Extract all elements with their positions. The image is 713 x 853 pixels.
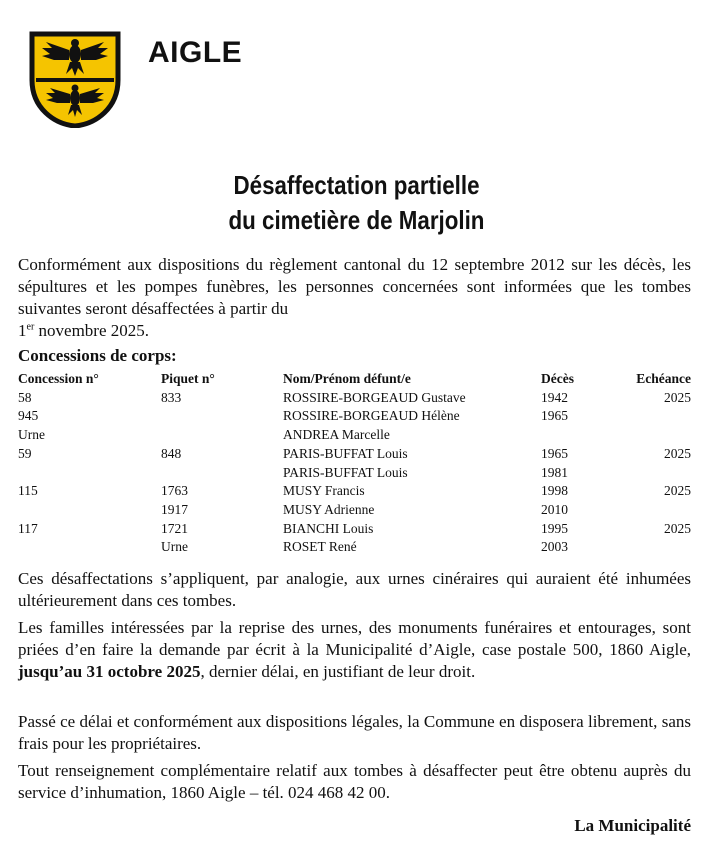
table-cell: 1981 xyxy=(541,464,568,480)
table-cell: 833 xyxy=(161,389,182,405)
table-cell: 2003 xyxy=(541,539,568,555)
table-cell xyxy=(541,426,616,445)
intro-day: 1 xyxy=(18,321,27,340)
aigle-crest-icon xyxy=(26,30,124,128)
table-header-row xyxy=(18,370,691,389)
table-cell: 2025 xyxy=(664,483,691,499)
notice-title-line-1: Désaffectation partielle xyxy=(233,170,480,200)
after-deadline-paragraph: Passé ce délai et conformément aux dispositions légales, la Commune en disposera librement, sans frais pour les propriétaires. xyxy=(18,712,691,753)
table-cell: 1942 xyxy=(541,389,568,405)
deadline-date: jusqu’au 31 octobre 2025 xyxy=(18,662,201,681)
families-paragraph xyxy=(18,617,691,683)
table-row xyxy=(18,407,691,426)
urns-paragraph: Ces désaffectations s’appliquent, par analogie, aux urnes cinéraires qui auraient été inhumées ultérieurement dans ces tombes. xyxy=(18,569,691,610)
families-text-before: Les familles intéressées par la reprise des urnes, des monuments funéraires et entourages, sont priées d’en faire la demande par écrit à la Municipalité d’Aigle, case postale 500, 1860 Aigle, xyxy=(18,618,691,659)
town-name: AIGLE xyxy=(148,36,243,69)
table-cell xyxy=(161,464,283,483)
intro-date xyxy=(18,320,691,342)
table-cell: PARIS-BUFFAT Louis xyxy=(283,464,408,480)
signature: La Municipalité xyxy=(574,816,691,835)
table-cell: 1721 xyxy=(161,520,188,536)
table-cell: MUSY Adrienne xyxy=(283,501,375,517)
table-cell: 115 xyxy=(18,483,38,499)
table-cell xyxy=(18,538,161,557)
table-cell: 1763 xyxy=(161,483,188,499)
table-cell: ANDREA Marcelle xyxy=(283,427,390,443)
table-cell xyxy=(18,464,161,483)
table-cell: Urne xyxy=(18,427,45,443)
table-cell xyxy=(161,407,283,426)
table-cell: MUSY Francis xyxy=(283,483,365,499)
table-cell: 2025 xyxy=(664,445,691,461)
table-cell: 2025 xyxy=(664,389,691,405)
concessions-table-body xyxy=(18,389,691,557)
intro-text: Conformément aux dispositions du règlement cantonal du 12 septembre 2012 sur les décès, les sépultures et les pompes funèbres, les personnes concernées sont informées que les tombes suivantes seront désaffectées à partir du xyxy=(18,255,691,318)
table-cell: 945 xyxy=(18,408,39,424)
table-cell xyxy=(616,407,691,426)
concessions-table xyxy=(18,370,691,557)
table-row xyxy=(18,389,691,408)
table-cell: 1998 xyxy=(541,483,568,499)
table-cell: 59 xyxy=(18,445,32,461)
table-cell: 1917 xyxy=(161,501,188,517)
column-header: Piquet n° xyxy=(161,371,215,386)
table-row xyxy=(18,464,691,483)
table-row xyxy=(18,482,691,501)
table-cell xyxy=(161,426,283,445)
column-header: Concession n° xyxy=(18,371,99,386)
column-header: Nom/Prénom défunt/e xyxy=(283,371,411,386)
table-row xyxy=(18,445,691,464)
table-row xyxy=(18,538,691,557)
table-row xyxy=(18,426,691,445)
families-text-after: , dernier délai, en justifiant de leur droit. xyxy=(200,662,476,681)
table-cell: 2010 xyxy=(541,501,568,517)
intro-date-rest: novembre 2025. xyxy=(34,321,150,340)
table-cell xyxy=(18,501,161,520)
table-cell: 1965 xyxy=(541,408,568,424)
table-cell: ROSET René xyxy=(283,539,357,555)
table-row xyxy=(18,520,691,539)
notice-title-line-2: du cimetière de Marjolin xyxy=(228,205,485,235)
table-cell: Urne xyxy=(161,539,188,555)
intro-paragraph xyxy=(18,254,691,342)
table-cell: BIANCHI Louis xyxy=(283,520,374,536)
table-cell: PARIS-BUFFAT Louis xyxy=(283,445,408,461)
table-cell: ROSSIRE-BORGEAUD Hélène xyxy=(283,408,460,424)
intro-day-sup: er xyxy=(26,321,35,333)
table-cell: 117 xyxy=(18,520,38,536)
concessions-heading: Concessions de corps: xyxy=(18,346,177,365)
table-cell: 1995 xyxy=(541,520,568,536)
column-header: Décès xyxy=(541,371,574,386)
contact-paragraph: Tout renseignement complémentaire relatif aux tombes à désaffecter peut être obtenu auprès du service d’inhumation, 1860 Aigle – tél. 024 468 42 00. xyxy=(18,761,691,802)
table-cell xyxy=(616,538,691,557)
table-cell xyxy=(616,464,691,483)
table-cell: 1965 xyxy=(541,445,568,461)
table-cell xyxy=(616,426,691,445)
table-row xyxy=(18,501,691,520)
column-header: Echéance xyxy=(636,371,691,386)
table-cell: 848 xyxy=(161,445,182,461)
table-cell xyxy=(616,501,691,520)
table-cell: 58 xyxy=(18,389,32,405)
table-cell: 2025 xyxy=(664,520,691,536)
table-cell: ROSSIRE-BORGEAUD Gustave xyxy=(283,389,466,405)
